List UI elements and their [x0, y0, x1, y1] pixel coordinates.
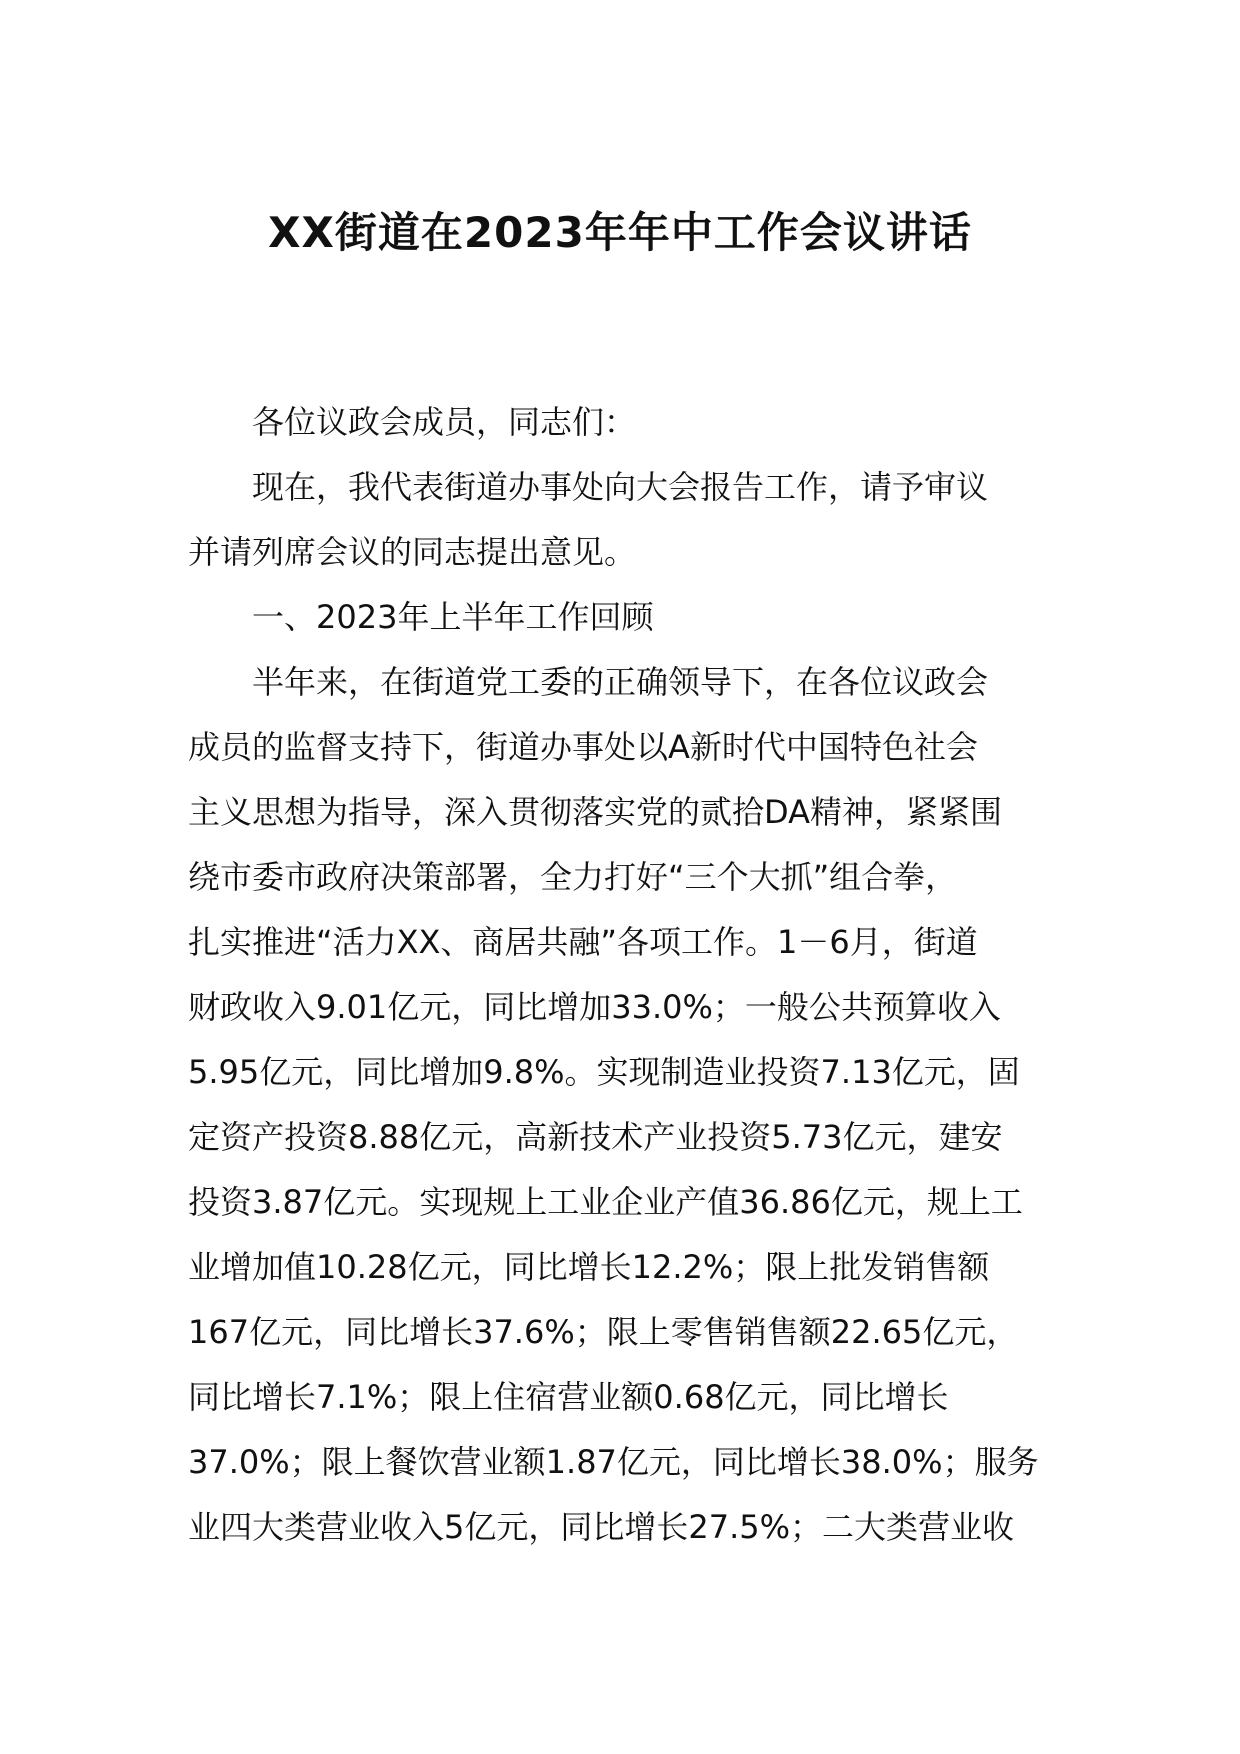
section-heading: 一、2023年上半年工作回顾: [252, 598, 654, 636]
paragraph-line: 扎实推进“活力XX、商居共融”各项工作。1－6月，街道: [188, 923, 978, 961]
paragraph-line: 现在，我代表街道办事处向大会报告工作，请予审议: [252, 468, 989, 506]
paragraph-line: 定资产投资8.88亿元，高新技术产业投资5.73亿元，建安: [188, 1118, 1003, 1156]
paragraph-line: 绕市委市政府决策部署，全力打好“三个大抓”组合拳，: [188, 858, 958, 896]
paragraph-line: 业四大类营业收入5亿元，同比增长27.5%；二大类营业收: [188, 1508, 1015, 1546]
paragraph-line: 主义思想为指导，深入贯彻落实党的贰拾DA精神，紧紧围: [188, 793, 1002, 831]
document-body: [188, 390, 1056, 1560]
paragraph-line: 5.95亿元，同比增加9.8%。实现制造业投资7.13亿元，固: [188, 1053, 1020, 1091]
paragraph-line: 财政收入9.01亿元，同比增加33.0%；一般公共预算收入: [188, 988, 1001, 1026]
document-title: XX街道在2023年年中工作会议讲话: [268, 208, 972, 257]
paragraph-line: 业增加值10.28亿元，同比增长12.2%；限上批发销售额: [188, 1248, 990, 1286]
salutation-line: 各位议政会成员，同志们：: [252, 403, 637, 441]
paragraph-line: 167亿元，同比增长37.6%；限上零售销售额22.65亿元，: [188, 1313, 1019, 1351]
paragraph-line: 37.0%；限上餐饮营业额1.87亿元，同比增长38.0%；服务: [188, 1443, 1039, 1481]
paragraph-line: 成员的监督支持下，街道办事处以A新时代中国特色社会: [188, 728, 978, 766]
paragraph-line: 同比增长7.1%；限上住宿营业额0.68亿元，同比增长: [188, 1378, 949, 1416]
paragraph-line: 投资3.87亿元。实现规上工业企业产值36.86亿元，规上工: [188, 1183, 1023, 1221]
paragraph-line: 半年来，在街道党工委的正确领导下，在各位议政会: [252, 663, 989, 701]
paragraph-line: 并请列席会议的同志提出意见。: [188, 533, 637, 571]
